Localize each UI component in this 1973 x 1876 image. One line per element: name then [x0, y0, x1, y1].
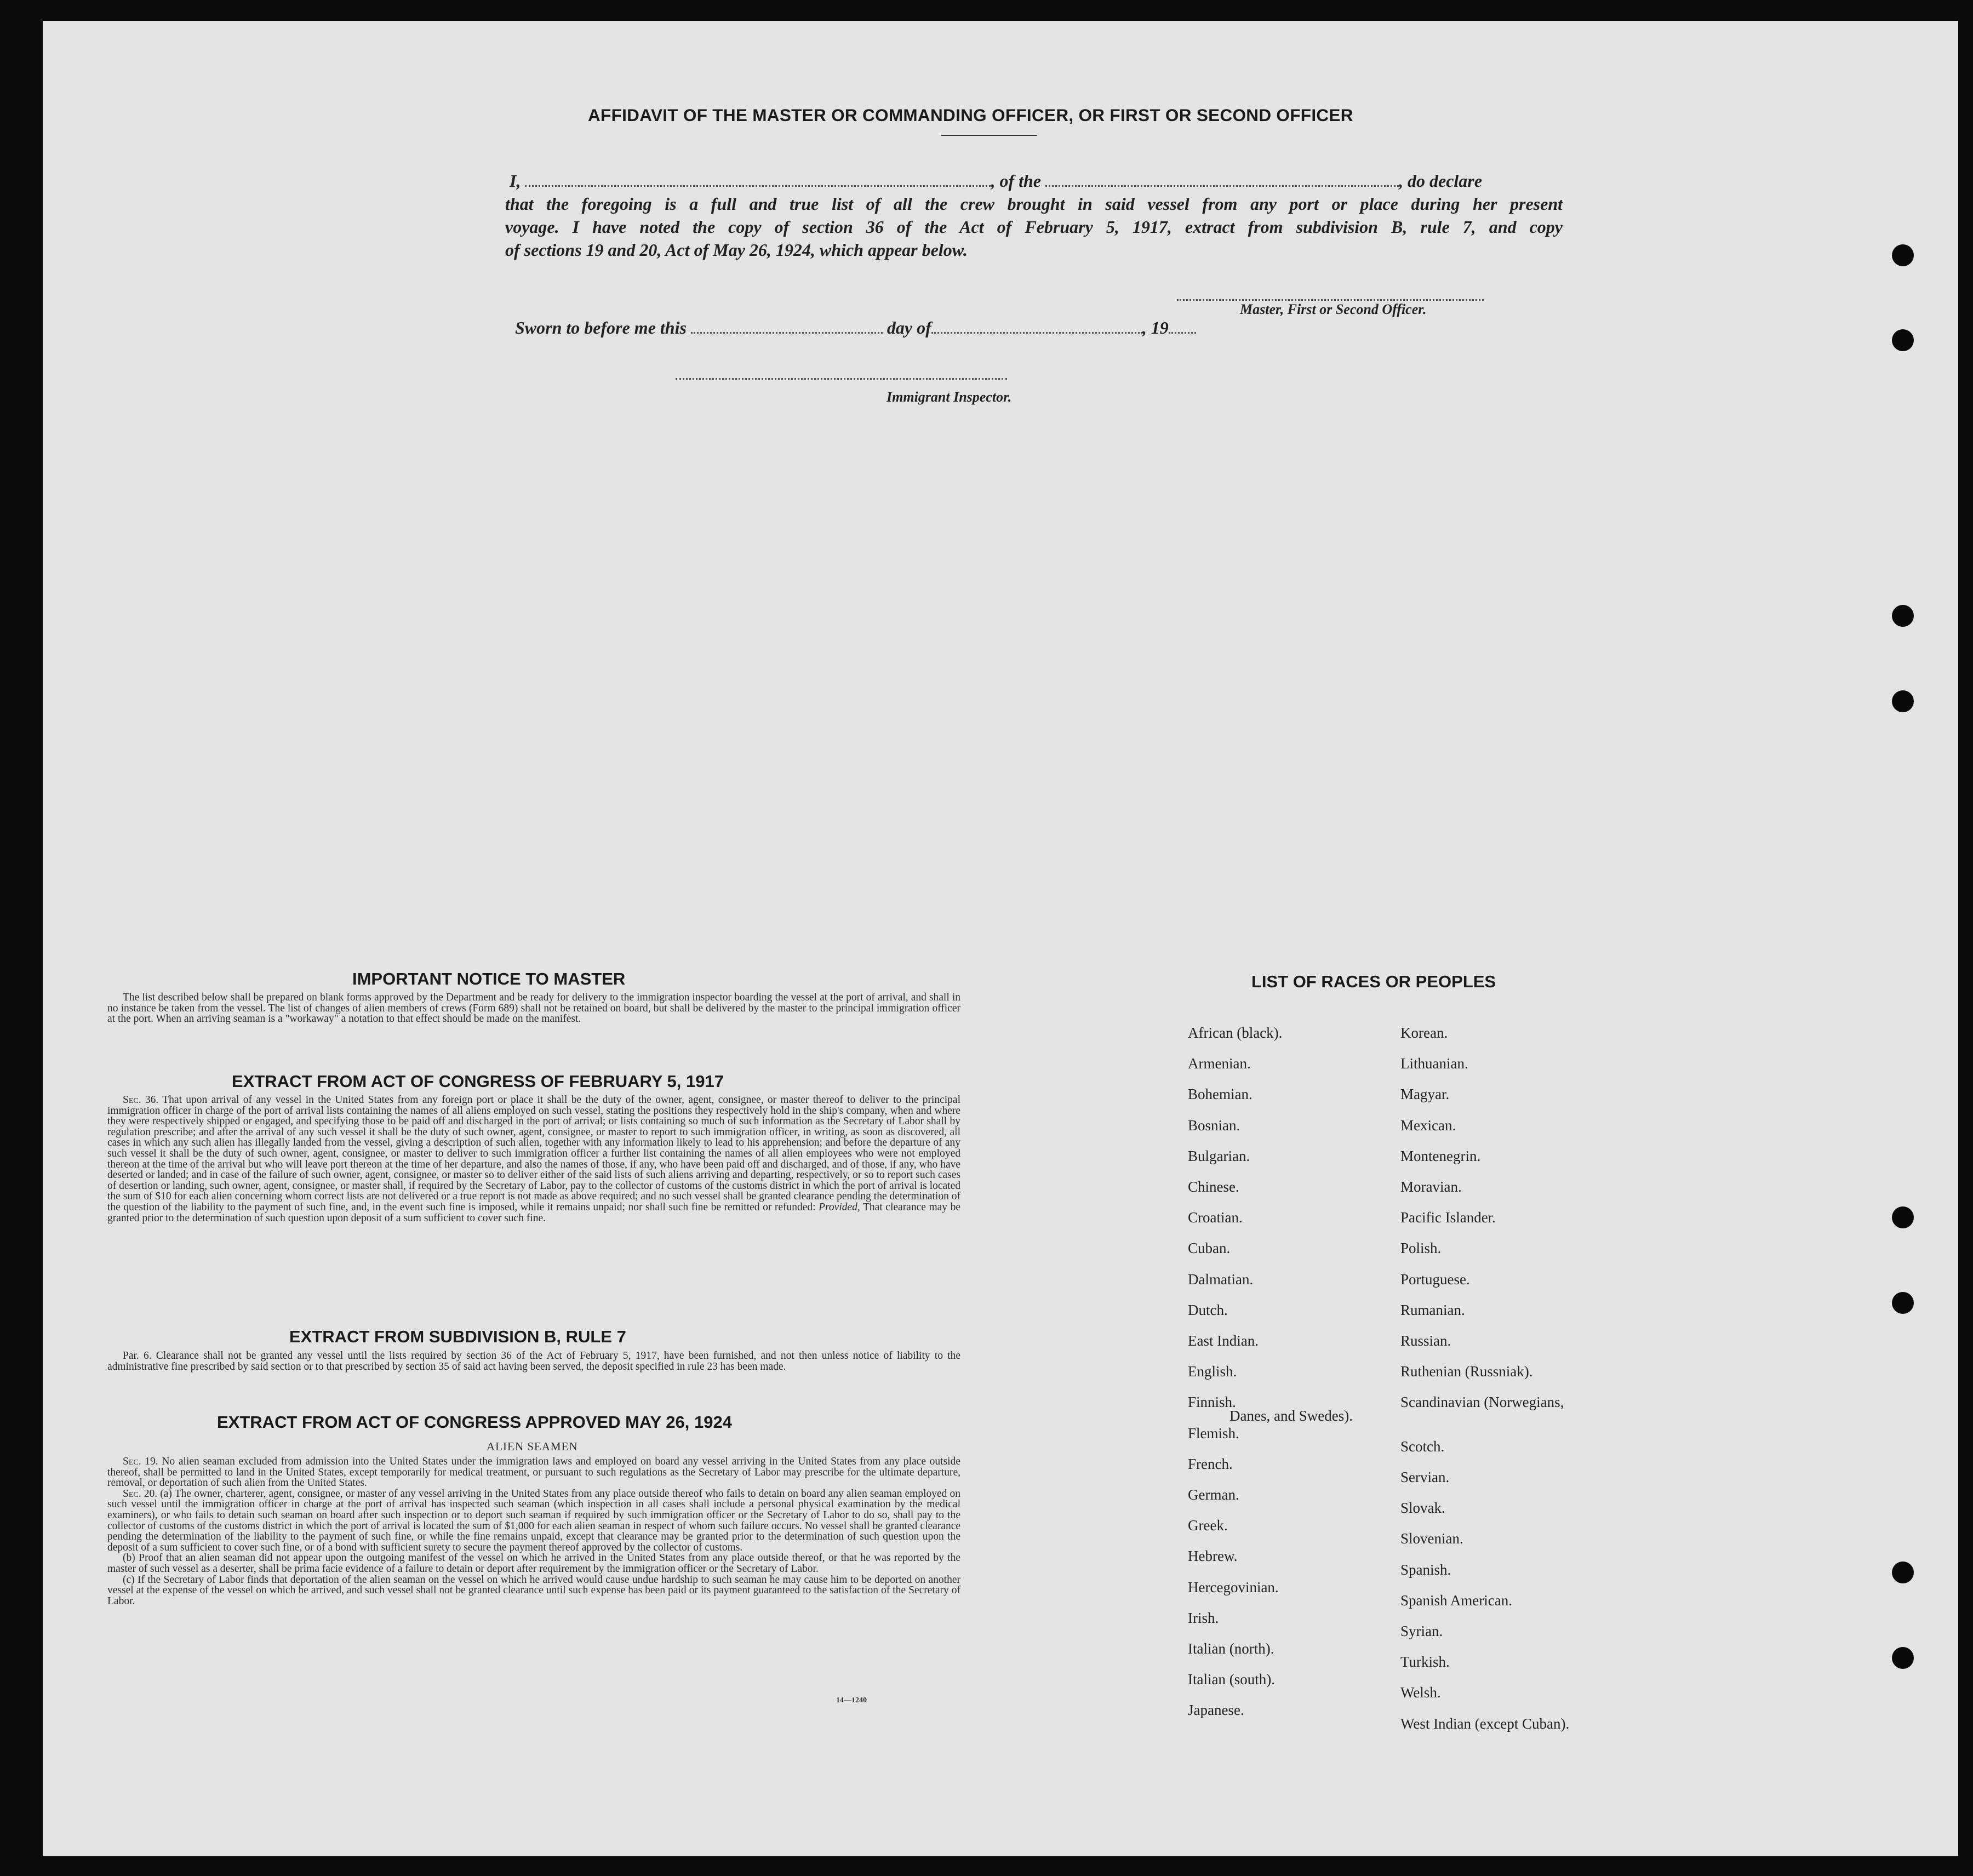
race-item: Mexican. — [1400, 1117, 1456, 1134]
race-item: Cuban. — [1188, 1240, 1231, 1257]
race-item: Italian (south). — [1188, 1671, 1275, 1688]
race-item: Bosnian. — [1188, 1117, 1240, 1134]
race-item: Bulgarian. — [1188, 1147, 1250, 1164]
extract-rule7-title: EXTRACT FROM SUBDIVISION B, RULE 7 — [289, 1327, 626, 1346]
race-item: Polish. — [1400, 1240, 1442, 1257]
race-item: Montenegrin. — [1400, 1147, 1481, 1164]
race-item: Syrian. — [1400, 1623, 1443, 1639]
binder-hole — [1892, 244, 1914, 266]
race-item: Russian. — [1400, 1332, 1451, 1349]
race-item: Turkish. — [1400, 1654, 1450, 1671]
sworn-start: Sworn to before me this — [515, 318, 687, 338]
proviso-text: That clearance may be granted prior to the determination of such question upon deposit of a sum sufficient to cover such fine. — [107, 1201, 960, 1224]
rule7-text: Par. 6. Clearance shall not be granted any vessel until the lists required by section 36 of the Act of February 5, 1917, have been furnished, and not then unless notice of liability to the administrative fine prescribed by said section or to that prescribed by section 35 of said act having been served, the deposit specified in rule 23 has been made. — [107, 1350, 960, 1372]
notice-title: IMPORTANT NOTICE TO MASTER — [352, 969, 626, 988]
notice-text: The list described below shall be prepared on blank forms approved by the Department and be ready for delivery to the immigration inspector boarding the vessel at the port of arrival, and shall in no instance be taken from the vessel. The list of changes of alien members of crews (Form 689) shall not be retained on board, but shall be delivered by the master to the principal immigration officer at the port. When an arriving seaman is a "workaway" a notation to that effect should be made on the manifest. — [107, 992, 960, 1025]
sworn-day-blank[interactable] — [691, 331, 883, 334]
master-signature-label: Master, First or Second Officer. — [1240, 301, 1427, 317]
race-item: Croatian. — [1188, 1209, 1243, 1226]
line1-mid: , of the — [991, 171, 1041, 191]
race-item: Portuguese. — [1400, 1271, 1470, 1288]
sworn-year: , 19 — [1142, 318, 1169, 338]
race-item: English. — [1188, 1363, 1237, 1380]
sec-19-text: No alien seaman excluded from admission into the United States under the immigration laws and employed on board any vessel arriving in the United States from any place outside thereof, shall be permitted to land in the United States, except temporarily for medical treatment, or pursuant to such regulations as the Secretary of Labor may prescribe for the ultimate departure, removal, or deportation of such alien from the United States. — [107, 1456, 960, 1489]
line1-start: I, — [510, 171, 521, 191]
affidavit-title: AFFIDAVIT OF THE MASTER OR COMMANDING OFFICER, OR FIRST OR SECOND OFFICER — [588, 105, 1353, 125]
binder-hole — [1892, 690, 1914, 712]
race-item: West Indian (except Cuban). — [1400, 1715, 1570, 1732]
sworn-mid: day of — [887, 318, 931, 338]
alien-seamen-subtitle: ALIEN SEAMEN — [487, 1440, 578, 1453]
race-item: Servian. — [1400, 1469, 1450, 1485]
race-item: Italian (north). — [1188, 1640, 1274, 1657]
vessel-blank[interactable] — [1045, 185, 1399, 187]
race-item: Korean. — [1400, 1025, 1448, 1041]
declarant-line — [510, 171, 1482, 191]
race-item: Hebrew. — [1188, 1548, 1238, 1565]
declaration-line-3: voyage. I have noted the copy of section 36 of the Act of February 5, 1917, extract from subdivision B, rule 7, and copy — [505, 217, 1563, 237]
sworn-month-blank[interactable] — [931, 331, 1142, 334]
race-item: Moravian. — [1400, 1179, 1462, 1195]
race-item: Scandinavian (Norwegians, — [1400, 1394, 1564, 1411]
race-item: Scotch. — [1400, 1438, 1445, 1455]
race-item: Welsh. — [1400, 1684, 1441, 1701]
races-title: LIST OF RACES OR PEOPLES — [1251, 972, 1496, 991]
race-item: Pacific Islander. — [1400, 1209, 1496, 1226]
sec-20-label: Sec. 20. — [123, 1488, 158, 1500]
extract-1924-body — [107, 1456, 960, 1606]
race-item: Dalmatian. — [1188, 1271, 1254, 1288]
extract-1924-title: EXTRACT FROM ACT OF CONGRESS APPROVED MAY 26, 1924 — [217, 1412, 732, 1432]
binder-hole — [1892, 329, 1914, 351]
race-item: Magyar. — [1400, 1086, 1450, 1103]
extract-1917-body — [107, 1095, 960, 1223]
race-item: Danes, and Swedes). — [1229, 1407, 1353, 1424]
race-item: Ruthenian (Russniak). — [1400, 1363, 1533, 1380]
sec-20c-text: (c) If the Secretary of Labor finds that deportation of the alien seaman on the vessel on which he arrived would cause undue hardship to such seaman he may cause him to be deported on another vessel at the expense of the vessel on which he arrived, and such vessel shall not be granted clearance until such expense has been paid or its payment guaranteed to the satisfaction of the Secretary of Labor. — [107, 1574, 960, 1607]
race-item: Finnish. — [1188, 1394, 1236, 1411]
sworn-year-blank[interactable] — [1169, 331, 1196, 334]
sec-20b-text: (b) Proof that an alien seaman did not appear upon the outgoing manifest of the vessel on which he arrived in the United States from any place outside thereof, or that he was reported by the master of such vessel as a deserter, shall be prima facie evidence of a failure to detain or deport after requirement by the immigration officer or the Secretary of Labor. — [107, 1552, 960, 1575]
notice-body — [107, 992, 960, 1025]
extract-rule7-body — [107, 1351, 960, 1372]
sec-20a-text: (a) The owner, charterer, agent, consignee, or master of any vessel arriving in the United States from any place outside thereof who fails to detain on board any alien seaman employed on such vessel until the immigration officer in charge at the port of arrival has inspected such seaman (which inspection in all cases shall include a personal physical examination by the medical examiners), or who fails to detain such seaman on board after such inspection or to deport such seaman if required by such immigration officer or the Secretary of Labor to do so, shall pay to the collector of customs of the customs district in which the port of arrival is located the sum of $1,000 for each alien seaman in respect of whom such failure occurs. No vessel shall be granted clearance pending the determination of the liability to the payment of such fine, or while the fine remains unpaid, except that clearance may be granted prior to the determination of such question upon the deposit of a sum sufficient to cover such fine, or of a bond with sufficient surety to secure the payment thereof approved by the collector of customs. — [107, 1488, 960, 1553]
inspector-signature-label: Immigrant Inspector. — [887, 389, 1012, 405]
binder-hole — [1892, 1206, 1914, 1228]
race-item: Greek. — [1188, 1517, 1228, 1534]
declaration-line-4: of sections 19 and 20, Act of May 26, 1924, which appear below. — [505, 240, 968, 260]
race-item: Armenian. — [1188, 1055, 1251, 1072]
race-item: African (black). — [1188, 1025, 1283, 1041]
binder-hole — [1892, 1562, 1914, 1583]
race-item: Irish. — [1188, 1609, 1219, 1626]
binder-hole — [1892, 605, 1914, 627]
declaration-line-2: that the foregoing is a full and true list of all the crew brought in said vessel from any port or place during her present — [505, 194, 1563, 214]
binder-hole — [1892, 1647, 1914, 1669]
form-number: 14—1240 — [836, 1696, 867, 1705]
race-item: French. — [1188, 1455, 1233, 1472]
race-item: Dutch. — [1188, 1301, 1228, 1318]
race-item: East Indian. — [1188, 1332, 1259, 1349]
inspector-signature-line[interactable] — [676, 378, 1007, 380]
sec-19-label: Sec. 19. — [123, 1456, 158, 1467]
extract-1917-title: EXTRACT FROM ACT OF CONGRESS OF FEBRUARY 5, 1917 — [232, 1072, 724, 1091]
race-item: Japanese. — [1188, 1702, 1244, 1719]
sworn-line — [515, 318, 1196, 338]
sec-36-text: That upon arrival of any vessel in the United States from any foreign port or place it shall be the duty of the owner, agent, consignee, or master thereof to deliver to the principal immigration officer in charge of the port of arrival lists containing the names of all aliens employed on such vessel, stating the positions they respectively hold in the ship's company, when and where they were respectively shipped or engaged, and specifying those to be paid off and discharged in the port of arrival; or lists containing so much of such information as the Secretary of Labor shall by regulation prescribe; and after the arrival of any such vessel it shall be the duty of such owner, agent, consignee, or master to report to such immigration officer, in writing, as soon as discovered, all cases in which any such alien has illegally landed from the vessel, giving a description of such alien, together with any information likely to lead to his apprehension; and before the departure of any such vessel it shall be the duty of such owner, agent, consignee, or master to deliver to such immigration officer a further list containing the names of all alien employees who were not employed thereon at the time of the arrival but who will leave port thereon at the time of her departure, and also the names of those, if any, who have been paid off and discharged, and of those, if any, who have deserted or landed; and in case of the failure of such owner, agent, consignee, or master so to deliver either of the said lists of such aliens arriving and departing, respectively, or so to report such cases of desertion or landing, such owner, agent, consignee, or master shall, if required by the Secretary of Labor, pay to the collector of customs of the customs district in which the port of arrival is located the sum of $10 for each alien concerning whom correct lists are not delivered or a true report is not made as above required; and no such vessel shall be granted clearance pending the determination of the question of the liability to the payment of such fine, and, in the event such fine is imposed, while it remains unpaid; nor shall such fine be remitted or refunded: — [107, 1094, 960, 1213]
race-item: Flemish. — [1188, 1425, 1239, 1442]
race-item: Spanish American. — [1400, 1592, 1512, 1609]
race-item: Rumanian. — [1400, 1301, 1465, 1318]
proviso-label: Provided, — [819, 1201, 860, 1213]
race-item: Slovak. — [1400, 1500, 1445, 1517]
race-item: Hercegovinian. — [1188, 1578, 1279, 1595]
binder-hole — [1892, 1292, 1914, 1314]
line1-end: , do declare — [1399, 171, 1482, 191]
race-item: Spanish. — [1400, 1561, 1451, 1578]
race-item: Lithuanian. — [1400, 1055, 1468, 1072]
race-item: Bohemian. — [1188, 1086, 1253, 1103]
master-signature-line[interactable] — [1177, 299, 1484, 301]
name-blank[interactable] — [525, 185, 991, 187]
race-item: Slovenian. — [1400, 1530, 1463, 1547]
form-page — [43, 21, 1958, 1856]
race-item: German. — [1188, 1486, 1239, 1503]
title-underline — [941, 135, 1037, 136]
race-item: Chinese. — [1188, 1179, 1239, 1195]
sec-36-label: Sec. 36. — [123, 1094, 159, 1106]
